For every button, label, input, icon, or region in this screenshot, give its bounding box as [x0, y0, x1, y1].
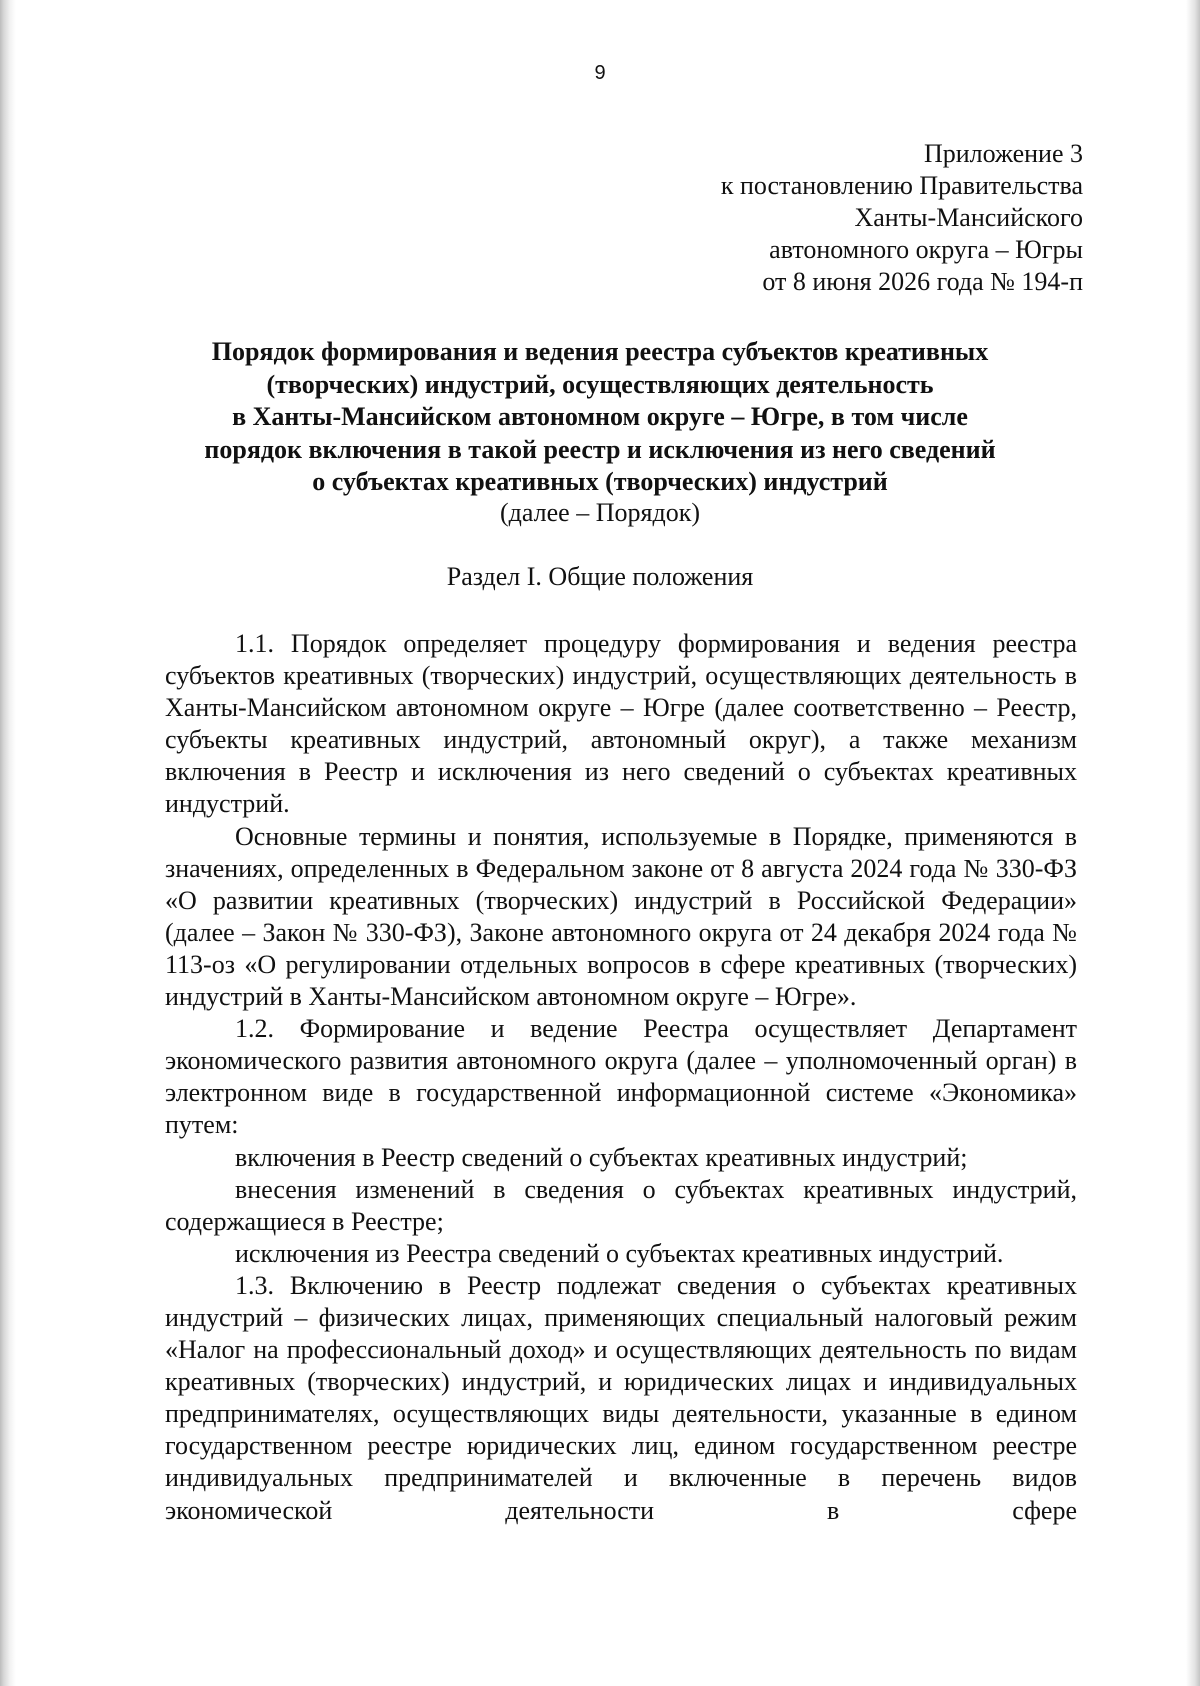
paragraph: 1.3. Включению в Реестр подлежат сведения о субъектах креативных индустрий – физических лицах, применяющих специальный налоговый режим «Налог на профессиональный доход» и осуществляющих деятельность по видам креативных (творческих) индустрий, и юридических лицах и индивидуальных предпринимателях, осуществляющих виды деятельности, указанные в едином государственном реестре юридических лиц, едином государственном реестре индивидуальных предпринимателей и включенные в перечень видов экономической деятельности в сфере — [165, 1270, 1077, 1525]
body-text — [165, 628, 1077, 1527]
document-subtitle: (далее – Порядок) — [500, 498, 700, 527]
title-line: (творческих) индустрий, осуществляющих деятельность — [266, 369, 934, 399]
paragraph: 1.1. Порядок определяет процедуру формирования и ведения реестра субъектов креативных (творческих) индустрий, осуществляющих деятельность в Ханты-Мансийском автономном округе – Югре (далее соответственно – Реестр, субъекты креативных индустрий, автономный округ), а также механизм включения в Реестр и исключения из него сведений о субъектах креативных индустрий. — [165, 629, 1077, 819]
paragraph: включения в Реестр сведений о субъектах креативных индустрий; — [235, 1142, 968, 1172]
appendix-line: Ханты-Мансийского — [854, 203, 1083, 232]
section-heading: Раздел I. Общие положения — [446, 562, 754, 591]
title-line: Порядок формирования и ведения реестра субъектов креативных — [211, 337, 989, 366]
paragraph: Основные термины и понятия, используемые в Порядке, применяются в значениях, определенных в Федеральном законе от 8 августа 2024 года № 330-ФЗ «О развитии креативных (творческих) индустрий в Российской Федерации» (далее – Закон № 330-ФЗ), Законе автономного округа от 24 декабря 2024 года № 113-оз «О регулировании отдельных вопросов в сфере креативных (творческих) индустрий в Ханты-Мансийском автономном округе – Югре». — [165, 821, 1077, 1012]
title-line: порядок включения в такой реестр и исключения из него сведений — [204, 434, 996, 464]
paragraph: исключения из Реестра сведений о субъектах креативных индустрий. — [235, 1238, 1004, 1268]
paragraph: 1.2. Формирование и ведение Реестра осуществляет Департамент экономического развития автономного округа (далее – уполномоченный орган) в электронном виде в государственной информационной системе «Экономика» путем: — [165, 1014, 1077, 1140]
appendix-line: к постановлению Правительства — [720, 171, 1083, 200]
appendix-line: Приложение 3 — [923, 139, 1083, 168]
scan-right-edge — [1186, 0, 1200, 1686]
document-title — [100, 336, 1100, 499]
appendix-line: автономного округа – Югры — [769, 235, 1083, 264]
title-line: о субъектах креативных (творческих) индустрий — [312, 467, 888, 496]
page-number: 9 — [594, 62, 606, 84]
title-line: в Ханты-Мансийском автономном округе – Югре, в том числе — [232, 402, 968, 431]
appendix-line: от 8 июня 2026 года № 194-п — [762, 267, 1083, 296]
scan-left-edge — [0, 0, 16, 1686]
appendix-block — [721, 138, 1083, 298]
paragraph: внесения изменений в сведения о субъектах креативных индустрий, содержащиеся в Реестре; — [165, 1174, 1077, 1236]
